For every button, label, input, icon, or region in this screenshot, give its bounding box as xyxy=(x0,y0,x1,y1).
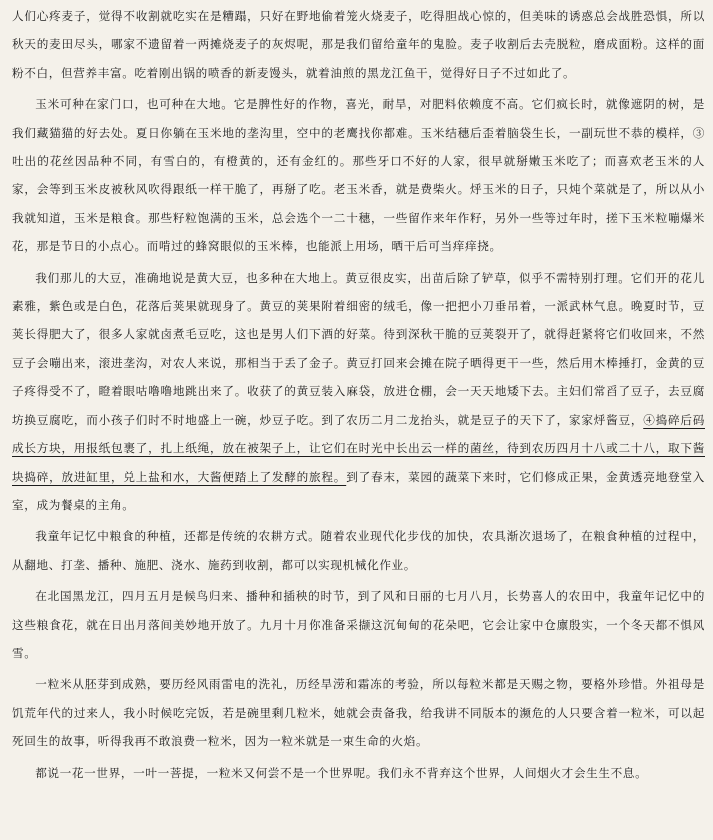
paragraph-wheat-ending xyxy=(12,2,705,87)
paragraph-text: 我们那儿的大豆，准确地说是黄大豆，也多种在大地上。黄豆很皮实，出苗后除了铲草，似乎不需特别打理。它们开的花儿素雅，紫色或是白色，花落后荚果就现身了。黄豆的荚果附着细密的绒毛，像一把把小刀垂吊着，一派武林气息。晚夏时节，豆荚长得肥大了，很多人家就卤煮毛豆吃，这也是男人们下酒的好菜。待到深秋干脆的豆荚裂开了，就得赶紧将它们收回来，不然豆子会嘣出来，滚进垄沟，对农人来说，那相当于丢了金子。黄豆打回来会摊在院子晒得更干一些，然后用木棒捶打，金黄的豆子疼得受不了，瞪着眼咕噜噜地跳出来了。收获了的黄豆装入麻袋，放进仓棚，会一天天地矮下去。主妇们常舀了豆子，去豆腐坊换豆腐吃，而小孩子们时不时地盛上一碗，炒豆子吃。到了农历二月二龙抬头，就是豆子的天下了，家家烀酱豆， xyxy=(12,270,705,427)
paragraph-text: 一粒米从胚芽到成熟，要历经风雨雷电的洗礼，历经旱涝和霜冻的考验，所以每粒米都是天赐之物，要格外珍惜。外祖母是饥荒年代的过来人，我小时候吃完饭，若是碗里剩几粒米，她就会责备我，给我讲不同版本的濒危的人只要含着一粒米，可以起死回生的故事，听得我再不敢浪费一粒米，因为一粒米就是一束生命的火焰。 xyxy=(12,677,705,749)
paragraph-corn xyxy=(12,90,705,260)
paragraph-farming-methods xyxy=(12,522,705,579)
underlined-sentence-4: ④捣碎后码成长方块，用报纸包裹了，扎上纸绳，放在被架子上，让它们在时光中长出云一样的菌丝，待到农历四月十八或二十八，取下酱块捣碎，放进缸里，兑上盐和水，大酱便踏上了发酵的旅程。 xyxy=(12,412,705,484)
paragraph-text: 都说一花一世界，一叶一菩提，一粒米又何尝不是一个世界呢。我们永不背弃这个世界，人间烟火才会生生不息。 xyxy=(35,765,648,780)
paragraph-soybean xyxy=(12,264,705,520)
paragraph-text: 我童年记忆中粮食的种植，还都是传统的农耕方式。随着农业现代化步伐的加快，农具渐次退场了，在粮食种植的过程中，从翻地、打垄、播种、施肥、浇水、施药到收割，都可以实现机械化作业。 xyxy=(12,529,705,572)
paragraph-text: 玉米可种在家门口，也可种在大地。它是脾性好的作物，喜光，耐旱，对肥料依赖度不高。它们疯长时，就像遮阴的树，是我们藏猫猫的好去处。夏日你躺在玉米地的垄沟里，空中的老鹰找你都难。玉米结穗后歪着脑袋生长，一副玩世不恭的模样，③吐出的花丝因品种不同，有雪白的，有橙黄的，还有金红的。那些牙口不好的人家，很早就掰嫩玉米吃了；而喜欢老玉米的人家，会等到玉米皮被秋风吹得跟纸一样干脆了，再掰了吃。老玉米香，就是费柴火。烀玉米的日子，只炖个菜就是了，所以从小我就知道，玉米是粮食。那些籽粒饱满的玉米，总会选个一二十穗，一些留作来年作籽，另外一些等过年时，搓下玉米粒嘣爆米花，那是节日的小点心。而啃过的蜂窝眼似的玉米棒，也能派上用场，晒干后可当痒痒挠。 xyxy=(12,97,705,254)
paragraph-text: 到了春末，菜园的蔬菜下来时，它们修成正果，金黄透亮地登堂入室，成为餐桌的主角。 xyxy=(12,469,705,512)
paragraph-conclusion xyxy=(12,759,705,787)
paragraph-text: 在北国黑龙江，四月五月是候鸟归来、播种和插秧的时节，到了风和日丽的七月八月，长势喜人的农田中，我童年记忆中的这些粮食花，就在日出月落间美妙地开放了。九月十月你准备采撷这沉甸甸的花朵吧，它会让家中仓廪殷实，一个冬天都不惧风雪。 xyxy=(12,589,705,660)
paragraph-heilongjiang-seasons xyxy=(12,582,705,667)
paragraph-text: 人们心疼麦子，觉得不收割就吃实在是糟蹋，只好在野地偷着笼火烧麦子，吃得胆战心惊的，但美味的诱惑总会战胜恐惧，所以秋天的麦田尽头，哪家不遗留着一两摊烧麦子的灰烬呢，那是我们留给童年的鬼脸。麦子收割后去壳脱粒，磨成面粉。这样的面粉不白，但营养丰富。吃着刚出锅的喷香的新麦馒头，就着油煎的黑龙江鱼干，觉得好日子不过如此了。 xyxy=(12,9,705,80)
paragraph-grain-of-rice xyxy=(12,670,705,755)
